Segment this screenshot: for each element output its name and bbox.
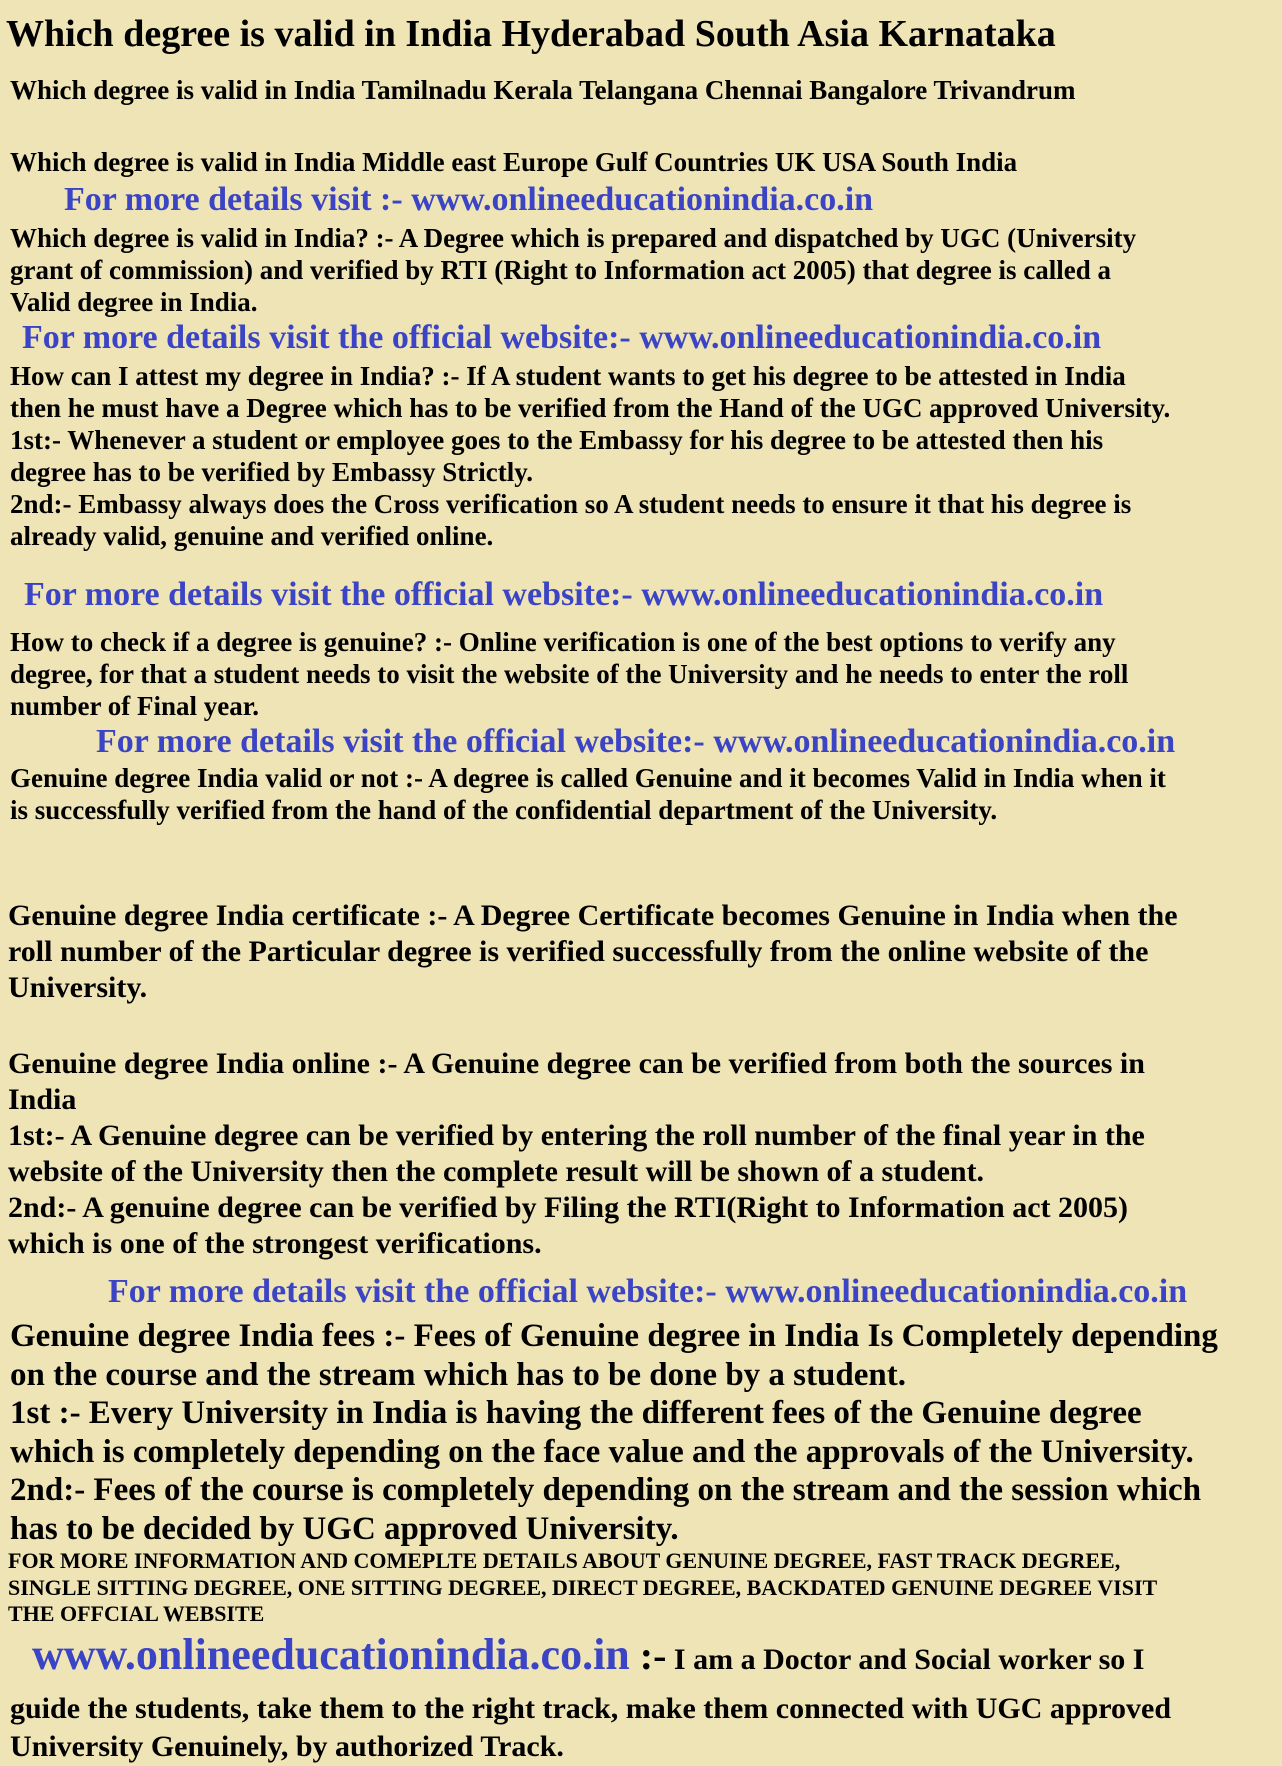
paragraph-valid-or-not <box>10 762 1282 826</box>
text-line: already valid, genuine and verified online. <box>10 521 494 551</box>
website-link-2[interactable]: For more details visit the official website:- www.onlineeducationindia.co.in <box>22 319 1102 356</box>
paragraph-valid-degree <box>10 222 1282 318</box>
text-line: Genuine degree India certificate :- A Degree Certificate becomes Genuine in India when the <box>8 899 1178 932</box>
paragraph-online <box>8 1046 1282 1262</box>
website-link-3[interactable]: For more details visit the official website:- www.onlineeducationindia.co.in <box>24 576 1104 613</box>
text-line: 2nd:- A genuine degree can be verified by Filing the RTI(Right to Information act 2005) <box>8 1191 1129 1224</box>
text-line: degree has to be verified by Embassy Strictly. <box>10 457 533 487</box>
text-line: 1st:- Whenever a student or employee goes to the Embassy for his degree to be attested then his <box>10 425 1104 455</box>
text-line: 2nd:- Embassy always does the Cross verification so A student needs to ensure it that his degree is <box>10 489 1132 519</box>
text-line: THE OFFCIAL WEBSITE <box>8 1601 265 1626</box>
text-line: Valid degree in India. <box>10 287 258 317</box>
website-link-5[interactable]: For more details visit the official website:- www.onlineeducationindia.co.in <box>108 1273 1188 1310</box>
subtitle-regions: Which degree is valid in India Middle east Europe Gulf Countries UK USA South India <box>10 147 1018 177</box>
text-line: 1st :- Every University in India is having the different fees of the Genuine degree <box>10 1395 1142 1431</box>
text-line: University. <box>8 971 148 1004</box>
text-line: number of Final year. <box>10 691 260 721</box>
paragraph-fees <box>10 1317 1282 1548</box>
text-line: roll number of the Particular degree is verified successfully from the online website of the <box>8 935 1149 968</box>
text-line: How to check if a degree is genuine? :- Online verification is one of the best options to verify any <box>10 627 1116 657</box>
website-link-1[interactable]: For more details visit :- www.onlineeducationindia.co.in <box>64 181 874 218</box>
paragraph-check-genuine <box>10 626 1282 722</box>
text-line: website of the University then the complete result will be shown of a student. <box>8 1155 985 1188</box>
text-line: degree, for that a student needs to visit the website of the University and he needs to enter the roll <box>10 659 1129 689</box>
text-line: guide the students, take them to the right track, make them connected with UGC approved <box>10 1692 1172 1725</box>
page-title: Which degree is valid in India Hyderabad South Asia Karnataka <box>6 13 1056 55</box>
caps-notice <box>8 1548 1282 1628</box>
closing-paragraph <box>10 1630 1282 1766</box>
text-line: which is one of the strongest verifications. <box>8 1227 542 1260</box>
text-line: Which degree is valid in India? :- A Degree which is prepared and dispatched by UGC (University <box>10 223 1137 253</box>
paragraph-certificate <box>8 898 1282 1006</box>
subtitle-south-india: Which degree is valid in India Tamilnadu Kerala Telangana Chennai Bangalore Trivandrum <box>10 75 1076 105</box>
text-line: Genuine degree India online :- A Genuine degree can be verified from both the sources in <box>8 1047 1145 1080</box>
text-line: University Genuinely, by authorized Track. <box>10 1730 564 1763</box>
text-line: 1st:- A Genuine degree can be verified by entering the roll number of the final year in the <box>8 1119 1145 1152</box>
paragraph-attest-degree <box>10 360 1282 552</box>
website-link-4[interactable]: For more details visit the official website:- www.onlineeducationindia.co.in <box>96 723 1176 760</box>
text-line: SINGLE SITTING DEGREE, ONE SITTING DEGREE, DIRECT DEGREE, BACKDATED GENUINE DEGREE VISIT <box>8 1574 1158 1600</box>
text-line: India <box>8 1083 77 1116</box>
text-line: 2nd:- Fees of the course is completely depending on the stream and the session which <box>10 1472 1202 1508</box>
separator: :- <box>629 1633 667 1678</box>
text-line: Genuine degree India fees :- Fees of Genuine degree in India Is Completely depending <box>10 1318 1218 1354</box>
text-line: which is completely depending on the face value and the approvals of the University. <box>10 1433 1194 1470</box>
text-line: on the course and the stream which has to be done by a student. <box>10 1356 906 1393</box>
text-line: is successfully verified from the hand of the confidential department of the University. <box>10 795 998 825</box>
text-line: FOR MORE INFORMATION AND COMEPLTE DETAILS ABOUT GENUINE DEGREE, FAST TRACK DEGREE, <box>8 1548 1121 1573</box>
text-line: grant of commission) and verified by RTI (Right to Information act 2005) that degree is called a <box>10 255 1111 285</box>
text-line: I am a Doctor and Social worker so I <box>666 1643 1145 1676</box>
text-line: Genuine degree India valid or not :- A degree is called Genuine and it becomes Valid in India when it <box>10 763 1166 793</box>
text-line: then he must have a Degree which has to be verified from the Hand of the UGC approved University. <box>10 393 1171 423</box>
text-line: How can I attest my degree in India? :- If A student wants to get his degree to be attested in India <box>10 361 1126 391</box>
text-line: has to be decided by UGC approved University. <box>10 1510 679 1547</box>
website-link-main[interactable]: www.onlineeducationindia.co.in <box>32 1630 630 1679</box>
